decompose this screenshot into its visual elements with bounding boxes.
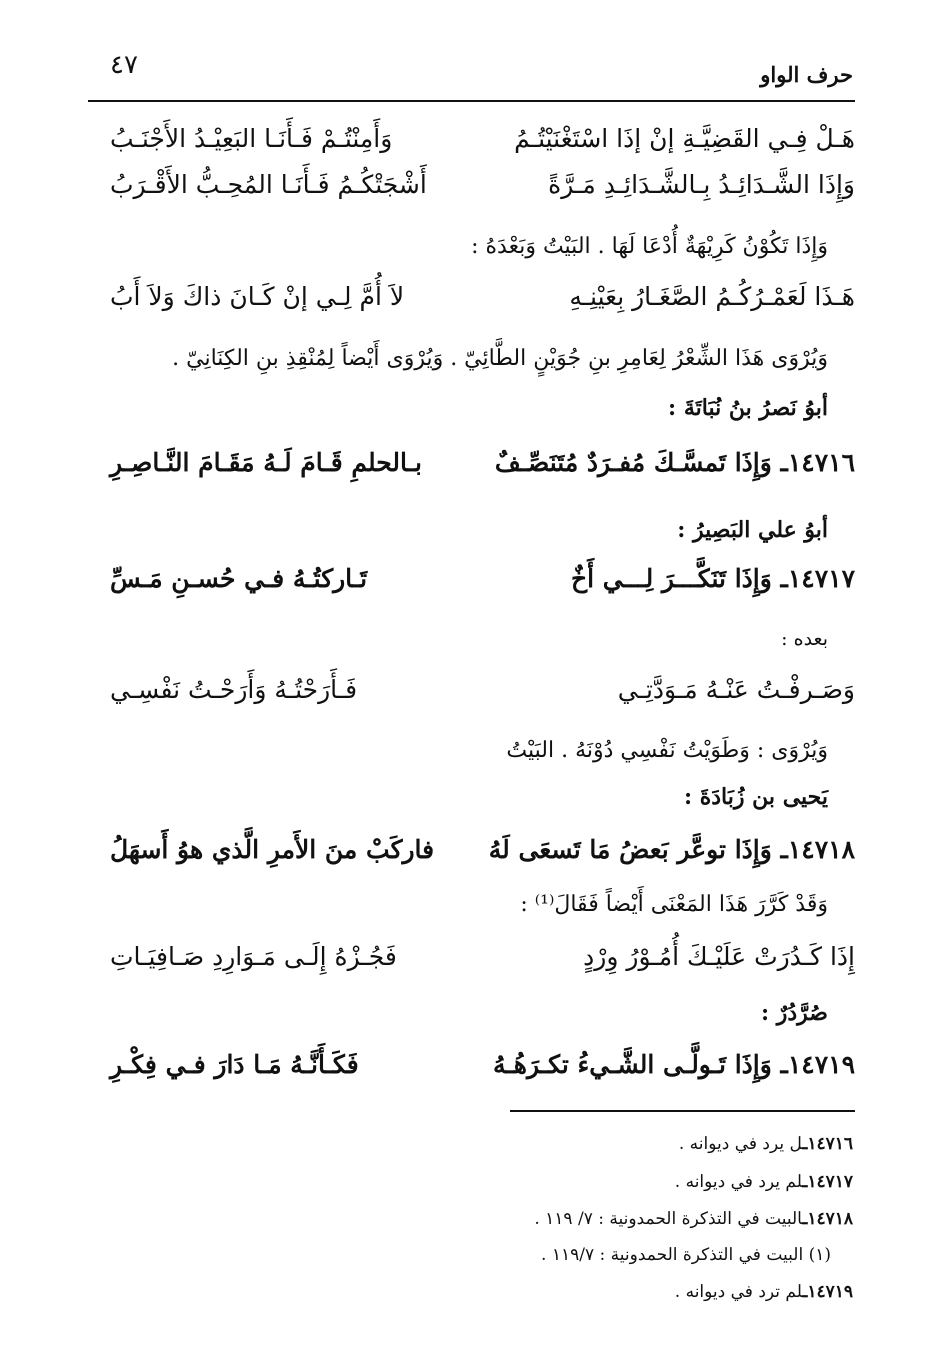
- verse-second-hemistich: فَـأَرَحْتُـهُ وَأَرَحْـتُ نَفْسِـي: [110, 675, 358, 704]
- footnote-number: ١٤٧١٦ـ: [802, 1134, 853, 1154]
- verse-line: [110, 170, 855, 210]
- verse-second-hemistich: تَـاركتُـهُ فـي حُسـنِ مَـسِّ: [110, 564, 368, 593]
- verse-first-hemistich: وَإِذَا تَنَكَّـــرَ لِـــي أَخٌ: [571, 564, 772, 593]
- footnote-text: البيت في التذكرة الحمدونية : ٧/ ١١٩ .: [534, 1209, 803, 1229]
- footnote: [353, 1134, 853, 1154]
- verse-line: [110, 942, 855, 982]
- footnote-number: ١٤٧١٩ـ: [802, 1282, 853, 1302]
- footnote-number: ١٤٧١٨ـ: [802, 1209, 853, 1229]
- footnote: [353, 1282, 853, 1302]
- verse-second-hemistich: فَجُـزْهُ إِلَـى مَـوَارِدِ صَـافِيَـاتِ: [110, 942, 397, 971]
- footnote-text: لم يرد في ديوانه .: [674, 1172, 803, 1192]
- verse-first-hemistich: وَإِذَا توعَّر بَعضُ مَا تَسعَى لَهُ: [488, 835, 772, 864]
- verse-line: [110, 124, 855, 164]
- verse-second-hemistich: لاَ أُمَّ لِـي إنْ كَـانَ ذاكَ وَلاَ أَبُ: [110, 282, 405, 311]
- verse-first-hemistich: وَإِذَا تَـولَّـى الشَّـيءُ تكـرَهُـهُ: [493, 1050, 772, 1079]
- prose-line: وَإِذَا تَكُوْنُ كَرِيْهَةٌ أُدْعَا لَهَا . البَيْتُ وَبَعْدَهُ :: [471, 234, 828, 259]
- prose-line: وَقَدْ كَرَّرَ هَذَا المَعْنَى أَيْضاً فَقَالَ⁽¹⁾ :: [520, 892, 828, 917]
- poet-heading: أبوُ علي البَصِيرُ :: [677, 517, 828, 543]
- verse-first-hemistich: هَـلْ فِـي القَضِيَّـةِ إنْ إذَا اسْتَغْنَيْتُـمُ: [514, 124, 855, 153]
- prose-line: وَيُرْوَى : وَطَوَيْتُ نَفْسِي دُوْنَهُ . البَيْتُ: [506, 738, 828, 763]
- verse-first-hemistich: وَصَـرفْـتُ عَنْـهُ مَـوَدَّتِـي: [617, 675, 855, 704]
- verse-line: [110, 564, 855, 604]
- verse-line: [110, 835, 855, 875]
- verse-number: ١٤٧١٦ـ: [780, 448, 855, 477]
- verse-second-hemistich: وَأَمِنْتُـمْ فَـأَنَـا البَعِيْـدُ الأَجْنَـبُ: [110, 124, 393, 153]
- header-rule: [88, 100, 855, 102]
- verse-second-hemistich: بـالحلمِ قَـامَ لَـهُ مَقَـامَ النَّـاصِـرِ: [110, 448, 422, 477]
- verse-line: [110, 282, 855, 322]
- page-number: ٤٧: [110, 50, 138, 80]
- footnote: [353, 1209, 853, 1229]
- footnote-text: لم ترد في ديوانه .: [674, 1282, 803, 1302]
- verse-second-hemistich: فاركَبْ منَ الأَمرِ الَّذي هوُ أَسهَلُ: [110, 835, 435, 864]
- verse-line: [110, 448, 855, 488]
- prose-line: وَيُرْوَى هَذَا الشِّعْرُ لِعَامِرِ بنِ جُوَيْنٍ الطَّائِيّ . وَيُرْوَى أَيْضاً لِمُنْقِذِ بنِ الكِنَانِيّ .: [172, 346, 828, 371]
- verse-line: [110, 675, 855, 715]
- poet-heading: أبوُ نَصرُ بنُ نُبَاتَةَ :: [668, 395, 828, 421]
- footnote: [331, 1245, 831, 1265]
- footnote-number: ١٤٧١٧ـ: [802, 1172, 853, 1192]
- running-header-title: حرف الواو: [760, 62, 853, 87]
- verse-first-hemistich: هَـذَا لَعَمْـرُكُـمُ الصَّغَـارُ بِعَيْنِـهِ: [569, 282, 855, 311]
- footnote: [353, 1172, 853, 1192]
- footnote-rule: [510, 1110, 855, 1112]
- verse-second-hemistich: فَكَـأَنَّـهُ مَـا دَارَ فـي فِكْـرِ: [110, 1050, 359, 1079]
- verse-first-hemistich: وَإِذَا تَمسَّـكَ مُفـرَدٌ مُتَنَصِّـفٌ: [494, 448, 772, 477]
- verse-number: ١٤٧١٨ـ: [780, 835, 855, 864]
- verse-number: ١٤٧١٩ـ: [780, 1050, 855, 1079]
- verse-first-hemistich: وَإِذَا الشَّـدَائِـدُ بِـالشَّـدَائِـدِ مَـرَّةً: [548, 170, 855, 199]
- prose-line: بعده :: [781, 628, 828, 650]
- footnote-text: (١) البيت في التذكرة الحمدونية : ١١٩/٧ .: [541, 1245, 831, 1265]
- verse-second-hemistich: أَشْجَتْكُـمُ فَـأَنَـا المُحِـبُّ الأَقْـرَبُ: [110, 170, 427, 199]
- poet-heading: صُرَّدُرٌ :: [760, 1000, 828, 1026]
- poet-heading: يَحيى بن زُبَادَةَ :: [683, 784, 828, 810]
- footnote-text: ل يرد في ديوانه .: [678, 1134, 803, 1154]
- verse-first-hemistich: إِذَا كَـدُرَتْ عَلَيْـكَ أُمُـوْرُ وِرْدٍ: [583, 942, 855, 971]
- verse-number: ١٤٧١٧ـ: [780, 564, 855, 593]
- verse-line: [110, 1050, 855, 1090]
